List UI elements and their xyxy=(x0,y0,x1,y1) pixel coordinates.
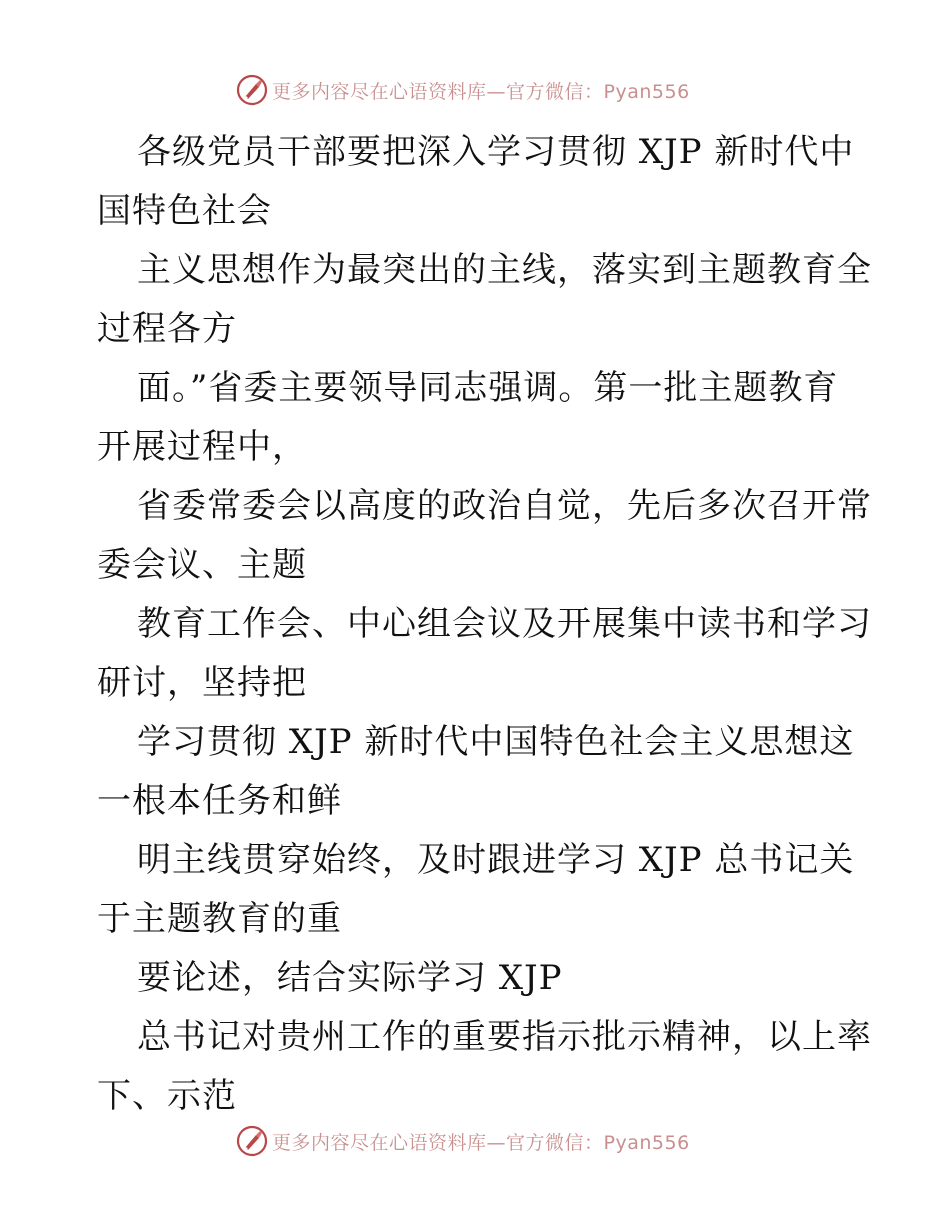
text-line: 过程各方 xyxy=(97,309,237,349)
watermark-text: 更多内容尽在心语资料库—官方微信：Pyan556 xyxy=(272,80,690,103)
text-line: 研讨，坚持把 xyxy=(97,663,307,703)
watermark-text: 更多内容尽在心语资料库—官方微信：Pyan556 xyxy=(272,1131,690,1154)
document-body xyxy=(97,123,872,1126)
text-line: 开展过程中， xyxy=(97,427,307,467)
text-line: 省委常委会以高度的政治自觉，先后多次召开常 xyxy=(137,486,872,526)
text-line: 委会议、主题 xyxy=(97,545,307,585)
pen-nib-logo-icon xyxy=(236,74,268,106)
footer-watermark xyxy=(236,1124,690,1158)
text-line: 教育工作会、中心组会议及开展集中读书和学习 xyxy=(137,604,872,644)
text-line: 于主题教育的重 xyxy=(97,899,342,939)
text-line: 学习贯彻 XJP 新时代中国特色社会主义思想这 xyxy=(137,722,855,762)
text-line: 明主线贯穿始终，及时跟进学习 XJP 总书记关 xyxy=(137,840,855,880)
text-line: 面。”省委主要领导同志强调。第一批主题教育 xyxy=(137,368,839,408)
pen-nib-logo-icon xyxy=(236,1125,268,1157)
text-line: 下、示范 xyxy=(97,1076,237,1116)
text-line: 一根本任务和鲜 xyxy=(97,781,342,821)
text-line: 要论述，结合实际学习 XJP xyxy=(137,958,563,998)
text-line: 各级党员干部要把深入学习贯彻 XJP 新时代中 xyxy=(137,132,855,172)
header-watermark xyxy=(236,73,690,107)
text-line: 总书记对贵州工作的重要指示批示精神，以上率 xyxy=(137,1017,872,1057)
text-line: 国特色社会 xyxy=(97,191,272,231)
text-line: 主义思想作为最突出的主线，落实到主题教育全 xyxy=(137,250,872,290)
